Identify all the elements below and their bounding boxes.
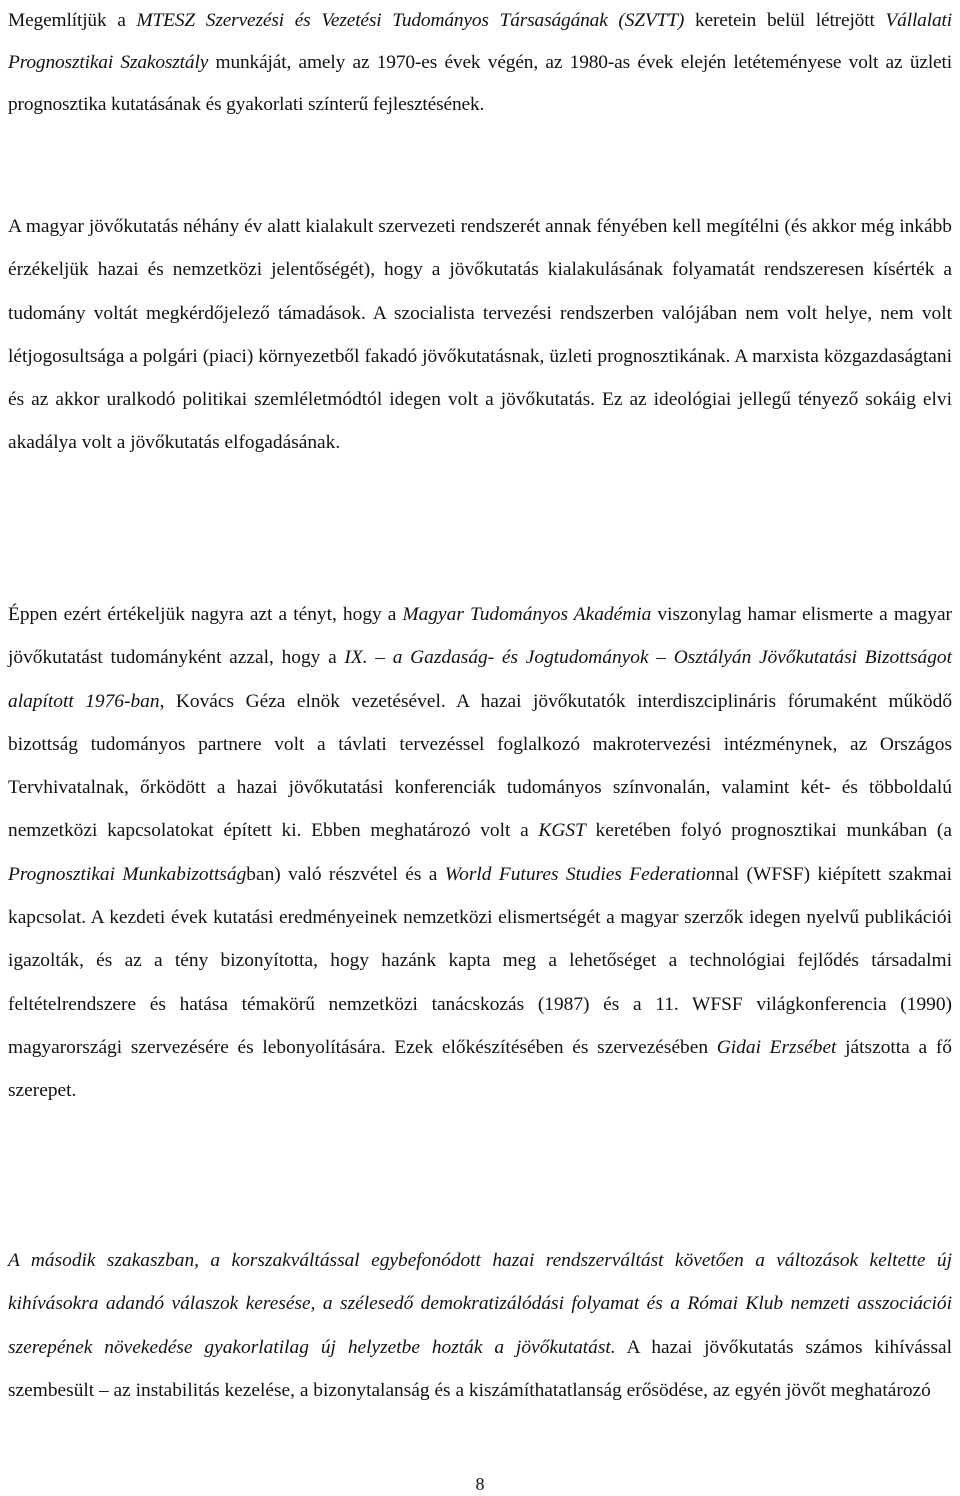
text-run: keretein belül létrejött bbox=[684, 10, 886, 31]
text-run: munkáját, amely az 1970-es évek végén, az 1980-as évek elején letéteményese volt az üzleti prognosztika kutatásának és gyakorlati színterű fejlesztésének. bbox=[8, 52, 952, 115]
paragraph-academy-recognition bbox=[8, 593, 952, 1113]
italic-run: Magyar Tudományos Akadémia bbox=[402, 604, 652, 625]
italic-run: IX. – a Gazdaság- és Jogtudományok – Osztályán Jövőkutatási Bizottságot alapított 1976-ban bbox=[8, 647, 952, 712]
paragraph-second-phase bbox=[8, 1239, 952, 1412]
paragraph-sszvtt-mention bbox=[8, 0, 952, 126]
text-run: A hazai jövőkutatás számos kihívással szembesült – az instabilitás kezelése, a bizonytalanság és a kiszámíthatatlanság erősödése, az egyén jövőt meghatározó bbox=[8, 1336, 952, 1401]
italic-run: Gidai Erzsébet bbox=[716, 1036, 837, 1058]
page-number: 8 bbox=[475, 1474, 485, 1494]
text-run: Éppen ezért értékeljük nagyra azt a tényt, hogy a bbox=[8, 604, 403, 625]
italic-run: KGST bbox=[538, 820, 586, 842]
italic-run: World Futures Studies Federation bbox=[444, 863, 716, 885]
text-run: nal (WFSF) kiépített szakmai kapcsolat. A kezdeti évek kutatási eredményeinek nemzetközi elismertségét a magyar szerzők idegen nyelvű publikációi igazolták, és az a tény bizonyította, hogy hazánk kapta meg a lehetőséget a technológiai fejlődés társadalmi feltételrendszere és hatása témakörű nemzetközi tanácskozás (1987) és a 11. WFSF világkonferencia (1990) magyarországi szervezésére és lebonyolítására. Ezek előkészítésében és szervezésében bbox=[8, 863, 952, 1058]
italic-run: A második szakaszban, a korszakváltással egybefonódott hazai rendszerváltást követően a változások keltette új kihívásokra adandó válaszok keresése, a szélesedő demokratizálódási folyamat és a Római Klub nemzeti asszociációi szerepének növekedése gyakorlatilag új helyzetbe hozták a jövőkutatást. bbox=[8, 1250, 952, 1358]
italic-run: Prognosztikai Munkabizottság bbox=[8, 863, 247, 885]
paragraph-organizational-system: A magyar jövőkutatás néhány év alatt kialakult szervezeti rendszerét annak fényében kell megítélni (és akkor még inkább érzékeljük hazai és nemzetközi jelentőségét), hogy a jövőkutatás kialakulásának folyamatát rendszeresen kísérték a tudomány voltát megkérdőjelező támadások. A szocialista tervezési rendszerben valójában nem volt helye, nem volt létjogosultsága a polgári (piaci) környezetből fakadó jövőkutatásnak, üzleti prognosztikának. A marxista közgazdaságtani és az akkor uralkodó politikai szemléletmódtól idegen volt a jövőkutatás. Ez az ideológiai jellegű tényező sokáig elvi akadálya volt a jövőkutatás elfogadásának. bbox=[8, 216, 952, 454]
text-run: viszonylag hamar elismerte a magyar jövőkutatást tudományként azzal, hogy a bbox=[8, 604, 953, 669]
text-run: keretében folyó prognosztikai munkában (a bbox=[585, 820, 952, 842]
text-run: , Kovács Géza elnök vezetésével. A hazai jövőkutatók interdiszciplináris fórumaként működő bizottság tudományos partnere volt a távlati tervezéssel foglalkozó makrotervezési intézménynek, az Országos Tervhivatalnak, őrködött a hazai jövőkutatási konferenciák tudományos színvonalán, valamint két- és többoldalú nemzetközi kapcsolatokat épített ki. Ebben meghatározó volt a bbox=[8, 690, 953, 842]
italic-run: Vállalati Prognosztikai Szakosztály bbox=[8, 10, 952, 73]
text-run: ban) való részvétel és a bbox=[246, 863, 445, 885]
text-run: játszotta a fő szerepet. bbox=[8, 1036, 952, 1102]
italic-run: MTESZ Szervezési és Vezetési Tudományos Társaságának (SZVTT) bbox=[136, 10, 685, 31]
text-run: Megemlítjük a bbox=[8, 10, 137, 31]
